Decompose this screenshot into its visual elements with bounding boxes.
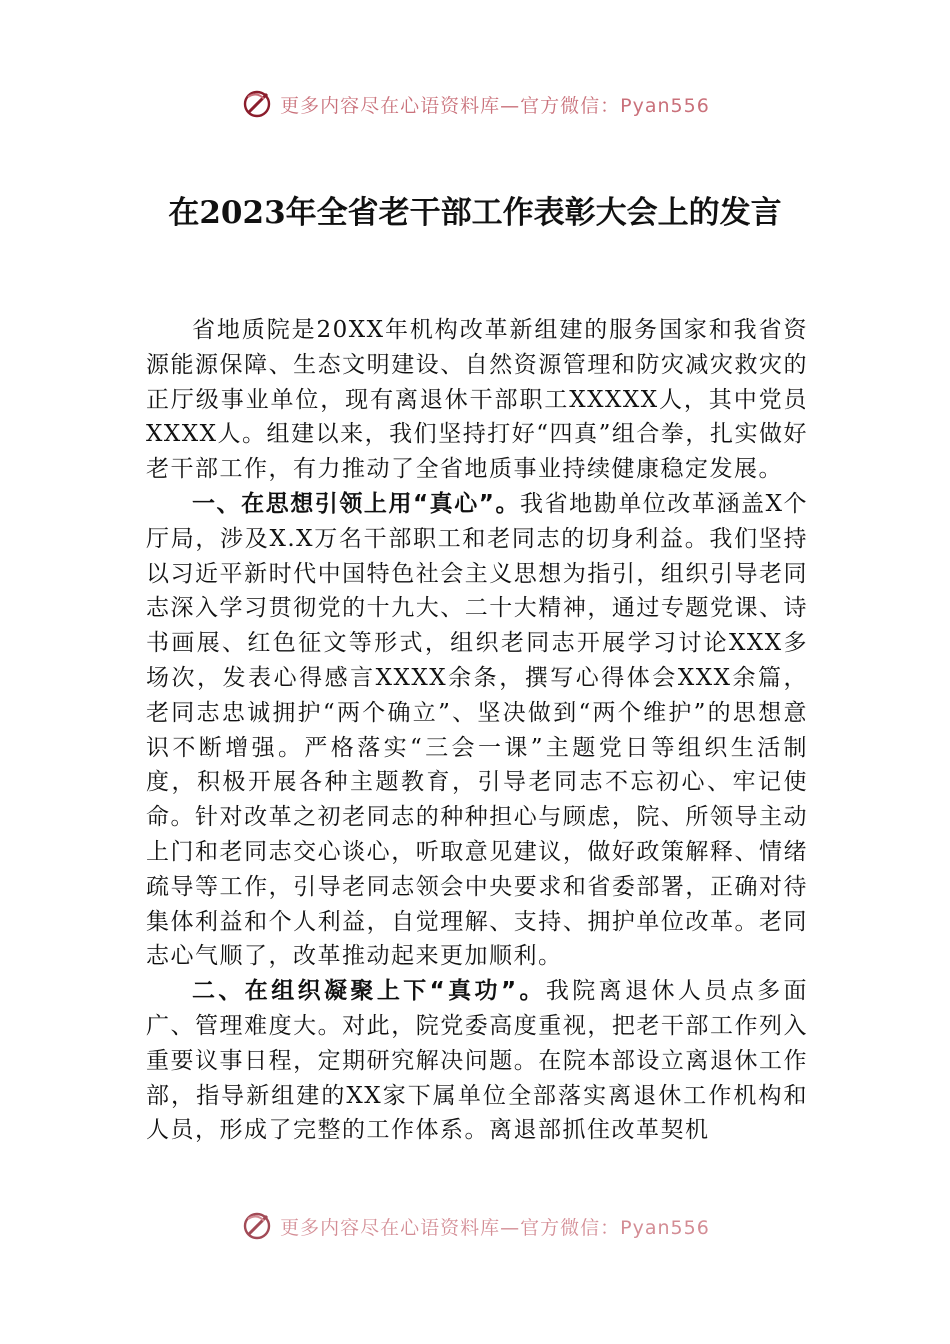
watermark-text: 更多内容尽在心语资料库—官方微信：Pyan556 <box>280 94 710 117</box>
logo-icon <box>240 1209 274 1243</box>
section-text: 我院离退休人员点多面广、管理难度大。对此，院党委高度重视，把老干部工作列入重要议事日程，定期研究解决问题。在院本部设立离退休工作部，指导新组建的XX家下属单位全部落实离退休工作机构和人员，形成了完整的工作体系。离退部抓住改革契机 <box>146 978 809 1144</box>
intro-paragraph: 省地质院是20XX年机构改革新组建的服务国家和我省资源能源保障、生态文明建设、自然资源管理和防灾减灾救灾的正厅级事业单位，现有离退休干部职工XXXXX人，其中党员XXXX人。组建以来，我们坚持打好“四真”组合拳，扎实做好老干部工作，有力推动了全省地质事业持续健康稳定发展。 <box>146 317 808 483</box>
section-heading: 二、在组织凝聚上下“真功”。 <box>192 978 546 1005</box>
section-paragraph <box>146 487 808 974</box>
logo-icon <box>240 87 274 121</box>
document-body-viewport <box>0 313 950 1216</box>
watermark-header <box>0 84 950 124</box>
watermark-text: 更多内容尽在心语资料库—官方微信：Pyan556 <box>280 1216 710 1239</box>
section-heading: 一、在思想引领上用“真心”。 <box>192 490 521 517</box>
page-title: 在2023年全省老干部工作表彰大会上的发言 <box>168 195 782 231</box>
document-body <box>146 313 808 1148</box>
section-text: 我省地勘单位改革涵盖X个厅局，涉及X.X万名干部职工和老同志的切身利益。我们坚持以习近平新时代中国特色社会主义思想为指引，组织引导老同志深入学习贯彻党的十九大、二十大精神，通过专题党课、诗书画展、红色征文等形式，组织老同志开展学习讨论XXX多场次，发表心得感言XXXX余条，撰写心得体会XXX余篇，老同志忠诚拥护“两个确立”、坚决做到“两个维护”的思想意识不断增强。严格落实“三会一课”主题党日等组织生活制度，积极开展各种主题教育，引导老同志不忘初心、牢记使命。针对改革之初老同志的种种担心与顾虑，院、所领导主动上门和老同志交心谈心，听取意见建议，做好政策解释、情绪疏导等工作，引导老同志领会中央要求和省委部署，正确对待集体利益和个人利益，自觉理解、支持、拥护单位改革。老同志心气顺了，改革推动起来更加顺利。 <box>146 490 809 970</box>
section-paragraph <box>146 974 808 1148</box>
watermark-footer <box>0 1206 950 1246</box>
